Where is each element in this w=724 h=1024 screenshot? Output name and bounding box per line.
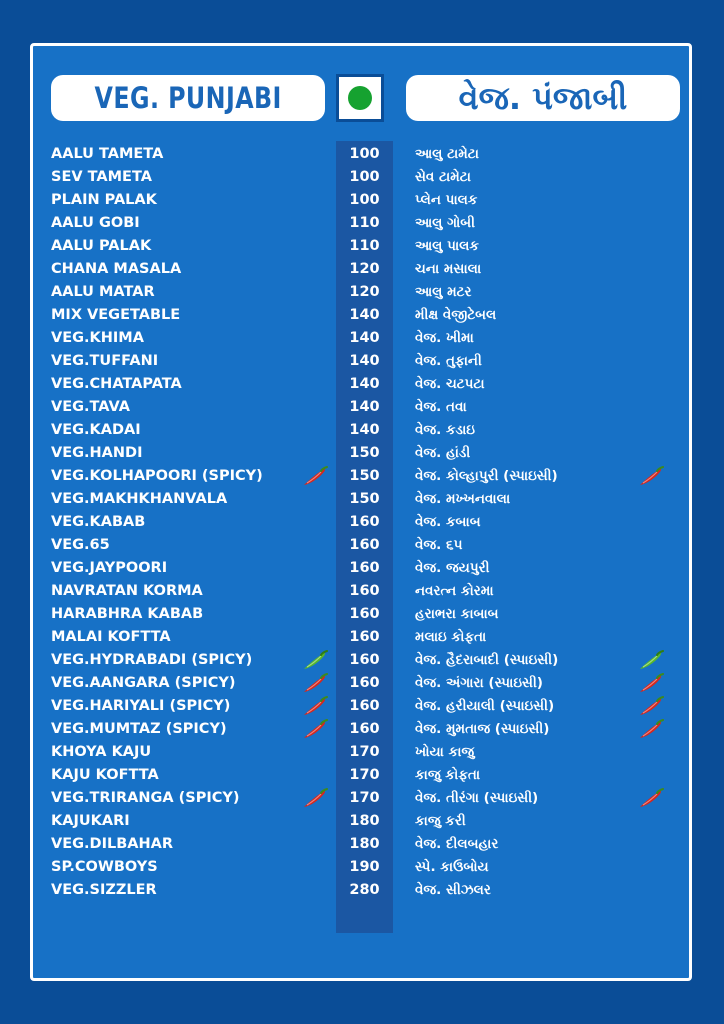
- item-name-gujarati: ખોયા કાજુ: [415, 744, 475, 760]
- title-gujarati-text: વેજ. પંજાબી: [458, 78, 628, 117]
- item-price: 140: [349, 399, 380, 415]
- item-name: HARABHRA KABAB: [51, 606, 204, 622]
- veg-dot: [348, 86, 372, 110]
- menu-list: [33, 144, 695, 903]
- item-name: SEV TAMETA: [51, 169, 152, 185]
- item-name-gujarati: ચના મસાલા: [415, 261, 482, 277]
- item-name-gujarati: વેજ. સીઝલર: [415, 882, 491, 898]
- item-name-gujarati: વેજ. અંગારા (સ્પાઇસી): [415, 675, 543, 691]
- menu-item-row: [33, 673, 695, 696]
- menu-item-row: [33, 604, 695, 627]
- item-name-gujarati: વેજ. કડાઇ: [415, 422, 475, 438]
- menu-item-row: [33, 144, 695, 167]
- menu-item-row: [33, 696, 695, 719]
- item-price: 150: [349, 491, 380, 507]
- item-name: AALU TAMETA: [51, 146, 164, 162]
- item-name: VEG.KHIMA: [51, 330, 144, 346]
- item-price: 160: [349, 560, 380, 576]
- item-name: VEG.MUMTAZ (SPICY): [51, 721, 227, 737]
- chili-red-icon: [637, 673, 665, 695]
- chili-red-icon: [637, 788, 665, 810]
- chili-green-icon: [637, 650, 665, 672]
- chili-red-icon: [301, 719, 329, 741]
- item-name-gujarati: વેજ. મુમતાજ (સ્પાઇસી): [415, 721, 550, 737]
- item-name: VEG.TRIRANGA (SPICY): [51, 790, 240, 806]
- title-gujarati: [406, 75, 680, 121]
- chili-red-icon: [637, 696, 665, 718]
- item-price: 110: [349, 215, 380, 231]
- chili-red-icon: [301, 673, 329, 695]
- item-price: 120: [349, 284, 380, 300]
- item-name-gujarati: વેજ. હાંડી: [415, 445, 471, 461]
- item-name: MALAI KOFTTA: [51, 629, 171, 645]
- menu-item-row: [33, 374, 695, 397]
- item-name-gujarati: વેજ. ૬૫: [415, 537, 463, 553]
- item-name-gujarati: પ્લેન પાલક: [415, 192, 478, 208]
- item-name: VEG.SIZZLER: [51, 882, 157, 898]
- item-price: 140: [349, 422, 380, 438]
- item-price: 100: [349, 146, 380, 162]
- item-name-gujarati: વેજ. તવા: [415, 399, 467, 415]
- item-name: VEG.HARIYALI (SPICY): [51, 698, 231, 714]
- item-name: PLAIN PALAK: [51, 192, 157, 208]
- menu-item-row: [33, 811, 695, 834]
- item-price: 160: [349, 652, 380, 668]
- menu-item-row: [33, 213, 695, 236]
- item-price: 180: [349, 813, 380, 829]
- menu-item-row: [33, 558, 695, 581]
- item-name-gujarati: આલુ ગોબી: [415, 215, 476, 231]
- item-name-gujarati: મલાઇ કોફતા: [415, 629, 487, 645]
- menu-item-row: [33, 489, 695, 512]
- item-name-gujarati: વેજ. તીરંગા (સ્પાઇસી): [415, 790, 539, 806]
- item-price: 140: [349, 307, 380, 323]
- item-price: 100: [349, 169, 380, 185]
- item-price: 190: [349, 859, 380, 875]
- item-price: 160: [349, 721, 380, 737]
- item-name: CHANA MASALA: [51, 261, 182, 277]
- item-price: 280: [349, 882, 380, 898]
- menu-item-row: [33, 259, 695, 282]
- menu-item-row: [33, 765, 695, 788]
- item-price: 140: [349, 353, 380, 369]
- item-name: VEG.HYDRABADI (SPICY): [51, 652, 253, 668]
- item-name: MIX VEGETABLE: [51, 307, 181, 323]
- item-name: KAJU KOFTTA: [51, 767, 159, 783]
- item-price: 160: [349, 629, 380, 645]
- item-name: VEG.KOLHAPOORI (SPICY): [51, 468, 263, 484]
- item-name-gujarati: આલુ પાલક: [415, 238, 479, 254]
- item-name-gujarati: સ્પે. કાઉબોય: [415, 859, 489, 875]
- menu-item-row: [33, 627, 695, 650]
- item-name: VEG.DILBAHAR: [51, 836, 174, 852]
- item-name-gujarati: કાજુ કરી: [415, 813, 466, 829]
- item-name-gujarati: વેજ. તુફાની: [415, 353, 482, 369]
- item-name: VEG.TUFFANI: [51, 353, 159, 369]
- item-price: 160: [349, 675, 380, 691]
- item-price: 160: [349, 698, 380, 714]
- menu-item-row: [33, 328, 695, 351]
- item-price: 160: [349, 606, 380, 622]
- item-price: 140: [349, 376, 380, 392]
- item-name-gujarati: વેજ. દીલબહાર: [415, 836, 499, 852]
- item-name: KHOYA KAJU: [51, 744, 152, 760]
- item-name-gujarati: વેજ. હરીયાલી (સ્પાઇસી): [415, 698, 555, 714]
- menu-item-row: [33, 190, 695, 213]
- item-name-gujarati: વેજ. મખ્ખનવાલા: [415, 491, 511, 507]
- item-price: 120: [349, 261, 380, 277]
- item-name-gujarati: નવરત્ન કોરમા: [415, 583, 494, 599]
- menu-item-row: [33, 535, 695, 558]
- item-name: VEG.KABAB: [51, 514, 146, 530]
- item-name: VEG.HANDI: [51, 445, 143, 461]
- item-name: VEG.MAKHKHANVALA: [51, 491, 228, 507]
- item-name: VEG.JAYPOORI: [51, 560, 168, 576]
- title-english: [51, 75, 325, 121]
- menu-item-row: [33, 351, 695, 374]
- menu-item-row: [33, 305, 695, 328]
- item-name-gujarati: વેજ. કોલ્હાપુરી (સ્પાઇસી): [415, 468, 558, 484]
- item-name-gujarati: વેજ. ખીમા: [415, 330, 474, 346]
- item-price: 110: [349, 238, 380, 254]
- item-price: 100: [349, 192, 380, 208]
- menu-item-row: [33, 581, 695, 604]
- menu-panel: [30, 43, 692, 981]
- chili-red-icon: [637, 719, 665, 741]
- item-price: 170: [349, 790, 380, 806]
- title-english-text: VEG. PUNJABI: [94, 81, 282, 115]
- item-name: AALU GOBI: [51, 215, 140, 231]
- menu-item-row: [33, 650, 695, 673]
- item-name-gujarati: મીક્ષ વેજીટેબલ: [415, 307, 497, 323]
- item-name-gujarati: સેવ ટામેટા: [415, 169, 471, 185]
- menu-item-row: [33, 236, 695, 259]
- item-name: VEG.CHATAPATA: [51, 376, 182, 392]
- item-price: 150: [349, 468, 380, 484]
- item-name: NAVRATAN KORMA: [51, 583, 203, 599]
- item-price: 160: [349, 537, 380, 553]
- item-price: 160: [349, 583, 380, 599]
- item-name-gujarati: વેજ. હૈદરાબાદી (સ્પાઇસી): [415, 652, 559, 668]
- menu-item-row: [33, 742, 695, 765]
- item-name-gujarati: હરાભરા કાબાબ: [415, 606, 499, 622]
- menu-item-row: [33, 719, 695, 742]
- menu-item-row: [33, 466, 695, 489]
- item-name-gujarati: આલુ ટામેટા: [415, 146, 479, 162]
- item-price: 170: [349, 767, 380, 783]
- item-price: 180: [349, 836, 380, 852]
- menu-item-row: [33, 834, 695, 857]
- menu-item-row: [33, 788, 695, 811]
- item-name-gujarati: વેજ. જયપુરી: [415, 560, 490, 576]
- chili-red-icon: [301, 466, 329, 488]
- item-name: VEG.KADAI: [51, 422, 141, 438]
- chili-red-icon: [637, 466, 665, 488]
- menu-item-row: [33, 397, 695, 420]
- chili-green-icon: [301, 650, 329, 672]
- menu-item-row: [33, 420, 695, 443]
- menu-item-row: [33, 880, 695, 903]
- item-name: VEG.AANGARA (SPICY): [51, 675, 236, 691]
- menu-item-row: [33, 443, 695, 466]
- item-price: 170: [349, 744, 380, 760]
- item-name-gujarati: વેજ. ચટપટા: [415, 376, 485, 392]
- item-name-gujarati: કાજુ કોફતા: [415, 767, 481, 783]
- item-name: AALU PALAK: [51, 238, 152, 254]
- menu-item-row: [33, 282, 695, 305]
- menu-item-row: [33, 857, 695, 880]
- item-price: 150: [349, 445, 380, 461]
- item-name: VEG.TAVA: [51, 399, 130, 415]
- item-name: KAJUKARI: [51, 813, 130, 829]
- chili-red-icon: [301, 788, 329, 810]
- menu-item-row: [33, 167, 695, 190]
- veg-symbol-icon: [336, 74, 384, 122]
- item-name: AALU MATAR: [51, 284, 155, 300]
- item-name: VEG.65: [51, 537, 110, 553]
- menu-item-row: [33, 512, 695, 535]
- item-price: 140: [349, 330, 380, 346]
- item-price: 160: [349, 514, 380, 530]
- item-name-gujarati: આલુ મટર: [415, 284, 472, 300]
- item-name: SP.COWBOYS: [51, 859, 158, 875]
- item-name-gujarati: વેજ. કબાબ: [415, 514, 481, 530]
- chili-red-icon: [301, 696, 329, 718]
